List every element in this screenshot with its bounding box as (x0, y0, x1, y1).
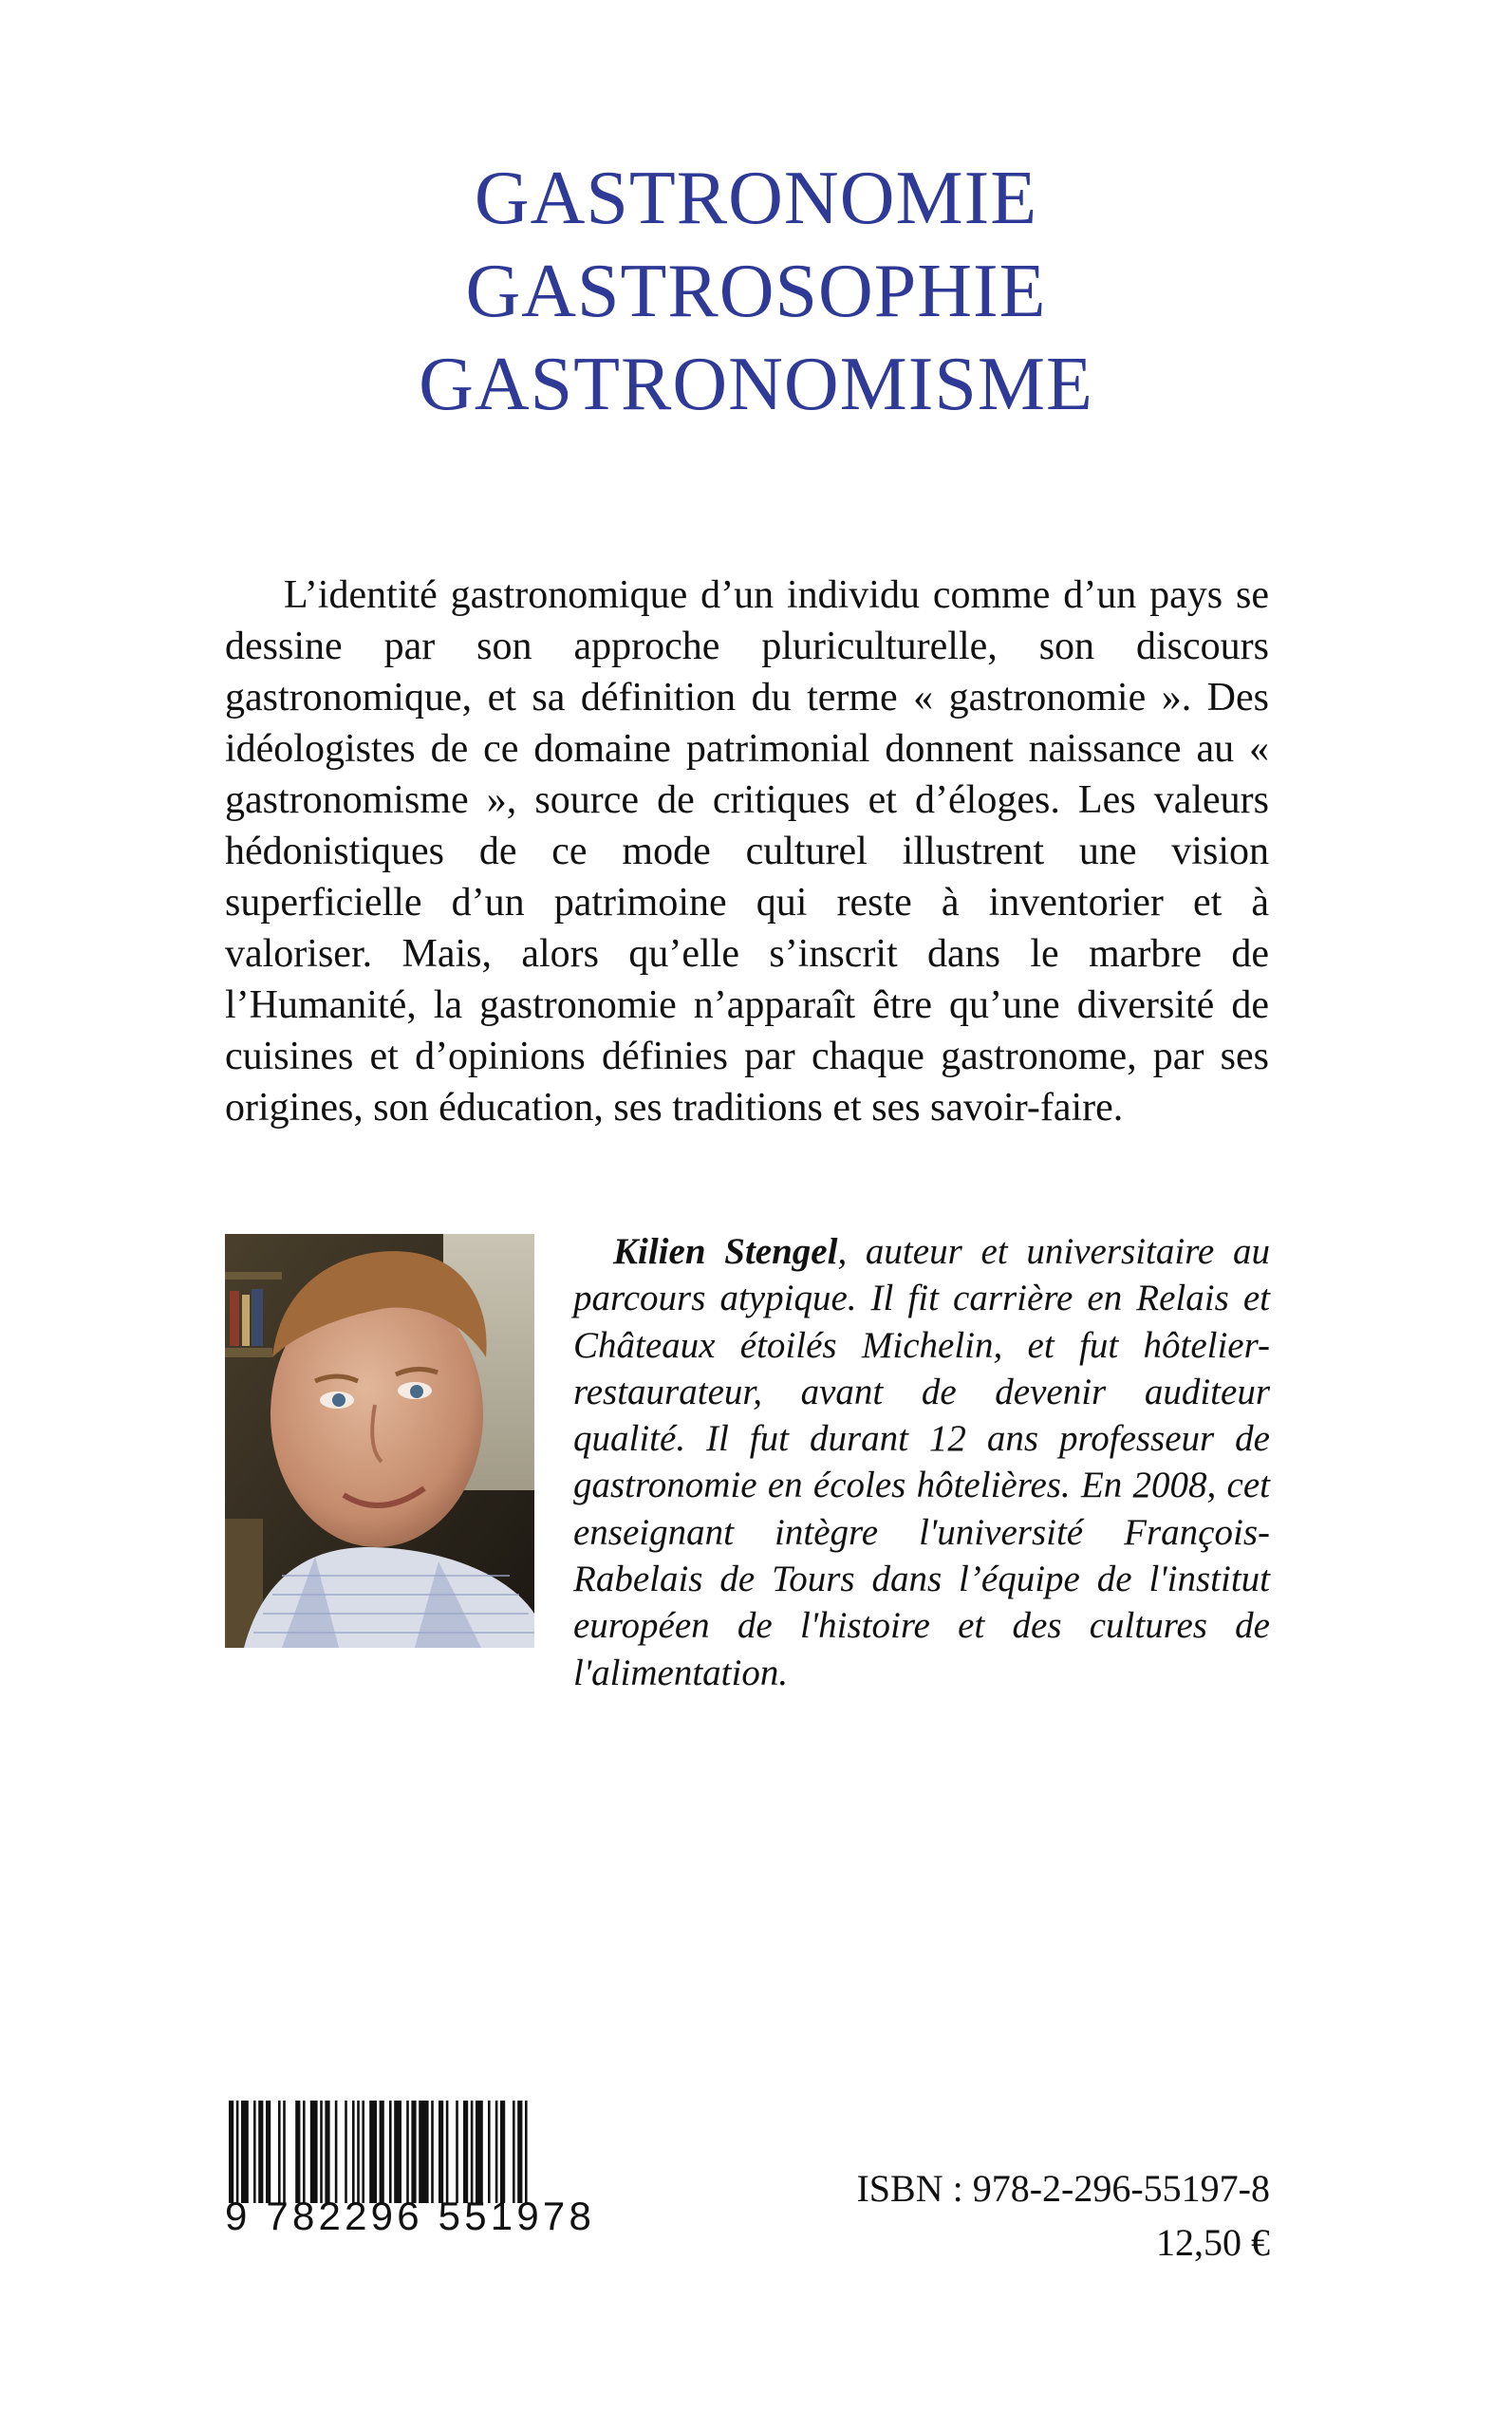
author-photo (225, 1234, 534, 1648)
title-block (0, 152, 1512, 431)
author-bio-text: , auteur et universitaire au parcours atypique. Il fit carrière en Relais et Châteaux étoilés Michelin, et fut hôtelier-restaurateur, avant de devenir auditeur qualité. Il fut durant 12 ans professeur de gastronomie en écoles hôtelières. En 2008, cet enseignant intègre l'université François-Rabelais de Tours dans l’équipe de l'institut européen de l'histoire et des cultures de l'alimentation. (573, 1231, 1270, 1693)
title-line-1: GASTRONOMIE (474, 157, 1038, 240)
barcode-bars-icon (225, 2101, 633, 2203)
isbn: ISBN : 978-2-296-55197-8 (856, 2167, 1270, 2210)
book-summary: L’identité gastronomique d’un individu comme d’un pays se dessine par son approche pluriculturelle, son discours gastronomique, et sa définition du terme « gastronomie ». Des idéologistes de ce domaine patrimonial donnent naissance au « gastronomisme », source de critiques et d’éloges. Les valeurs hédonistiques de ce mode culturel illustrent une vision superficielle d’un patrimoine qui reste à inventorier et à valoriser. Mais, alors qu’elle s’inscrit dans le marbre de l’Humanité, la gastronomie n’apparaît être qu’une diversité de cuisines et d’opinions définies par chaque gastronome, par ses origines, son éducation, ses traditions et ses savoir-faire. (225, 573, 1269, 1130)
price: 12,50 € (1156, 2221, 1270, 2264)
title-line-3: GASTRONOMISME (419, 343, 1093, 426)
author-bio (573, 1228, 1270, 1696)
barcode-digits: 9 782296 551978 (225, 2194, 595, 2238)
author-portrait-image (225, 1234, 534, 1648)
barcode (225, 2101, 633, 2238)
author-name: Kilien Stengel (613, 1231, 838, 1272)
title-line-2: GASTROSOPHIE (465, 250, 1047, 333)
